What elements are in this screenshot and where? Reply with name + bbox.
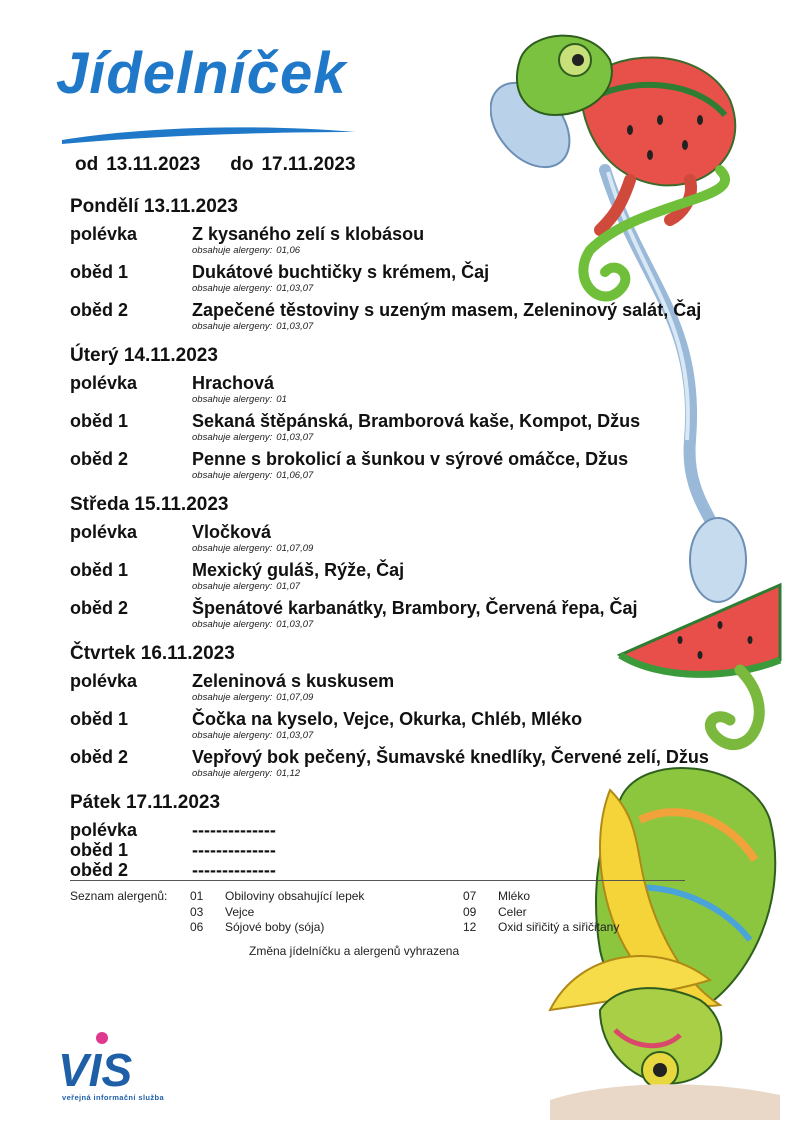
meal-allergens: obsahuje alergeny: 01,06,07 [192, 470, 314, 481]
meal-dish: -------------- [192, 840, 276, 860]
allergen-code: 12 [463, 920, 477, 934]
meal-label: oběd 1 [70, 262, 129, 282]
meal-label: polévka [70, 671, 138, 691]
to-date: 17.11.2023 [261, 154, 356, 175]
chameleon-illustration [490, 20, 790, 1120]
meal-label: oběd 2 [70, 449, 129, 469]
meal-dish: Mexický guláš, Rýže, Čaj [192, 560, 405, 580]
meal-allergens: obsahuje alergeny: 01,07,09 [192, 692, 314, 703]
meal-dish: Hrachová [192, 373, 275, 393]
meal-label: oběd 1 [70, 411, 129, 431]
logo-subtitle: veřejná informační služba [62, 1093, 165, 1102]
allergen-name: Mléko [498, 889, 531, 903]
meal-label: oběd 1 [70, 709, 129, 729]
day-heading-wednesday: Středa 15.11.2023 [70, 494, 229, 515]
allergen-code: 06 [190, 920, 204, 934]
meal-allergens: obsahuje alergeny: 01,07,09 [192, 543, 314, 554]
meal-dish: Vepřový bok pečený, Šumavské knedlíky, Červené zelí, Džus [192, 747, 709, 767]
allergen-name: Sójové boby (sója) [225, 920, 325, 934]
meal-dish: Vločková [192, 522, 272, 542]
allergen-name: Oxid siřičitý a siřičitany [498, 920, 620, 934]
divider [70, 880, 685, 881]
meal-allergens: obsahuje alergeny: 01,12 [192, 768, 301, 779]
meal-label: oběd 2 [70, 860, 129, 880]
meal-label: oběd 2 [70, 747, 129, 767]
from-label: od [75, 154, 99, 175]
allergen-list-title: Seznam alergenů: [70, 889, 168, 903]
allergen-code: 07 [463, 889, 477, 903]
allergen-name: Vejce [225, 905, 255, 919]
meal-label: polévka [70, 522, 138, 542]
menu-title: Jídelníček [56, 41, 347, 106]
meal-allergens: obsahuje alergeny: 01,03,07 [192, 619, 314, 630]
allergen-name: Celer [498, 905, 527, 919]
meal-label: polévka [70, 224, 138, 244]
meal-label: oběd 1 [70, 840, 129, 860]
meal-allergens: obsahuje alergeny: 01,07 [192, 581, 301, 592]
meal-dish: Z kysaného zelí s klobásou [192, 224, 425, 244]
meal-allergens: obsahuje alergeny: 01,06 [192, 245, 301, 256]
allergen-name: Obiloviny obsahující lepek [225, 889, 365, 903]
meal-dish: Penne s brokolicí a šunkou v sýrové omáčce, Džus [192, 449, 629, 469]
meal-dish: Zeleninová s kuskusem [192, 671, 395, 691]
allergen-code: 03 [190, 905, 204, 919]
meal-dish: Čočka na kyselo, Vejce, Okurka, Chléb, Mléko [192, 709, 583, 729]
disclaimer-note: Změna jídelníčku a alergenů vyhrazena [249, 944, 460, 958]
meal-dish: -------------- [192, 860, 276, 880]
day-heading-monday: Pondělí 13.11.2023 [70, 196, 238, 217]
to-label: do [230, 154, 254, 175]
from-date: 13.11.2023 [106, 154, 201, 175]
meal-label: polévka [70, 373, 138, 393]
day-heading-tuesday: Úterý 14.11.2023 [70, 345, 218, 366]
meal-dish: Zapečené těstoviny s uzeným masem, Zeleninový salát, Čaj [192, 300, 702, 320]
meal-dish: Sekaná štěpánská, Bramborová kaše, Kompot, Džus [192, 411, 641, 431]
logo-text: VIS [58, 1044, 133, 1096]
day-heading-friday: Pátek 17.11.2023 [70, 792, 221, 813]
meal-allergens: obsahuje alergeny: 01,03,07 [192, 283, 314, 294]
meal-label: oběd 1 [70, 560, 129, 580]
meal-allergens: obsahuje alergeny: 01,03,07 [192, 321, 314, 332]
meal-dish: Dukátové buchtičky s krémem, Čaj [192, 262, 490, 282]
title-underline-swoosh [60, 118, 360, 148]
meal-label: polévka [70, 820, 138, 840]
meal-allergens: obsahuje alergeny: 01,03,07 [192, 432, 314, 443]
meal-allergens: obsahuje alergeny: 01 [192, 394, 287, 405]
meal-allergens: obsahuje alergeny: 01,03,07 [192, 730, 314, 741]
allergen-code: 09 [463, 905, 477, 919]
allergen-code: 01 [190, 889, 204, 903]
meal-dish: Špenátové karbanátky, Brambory, Červená řepa, Čaj [192, 598, 638, 618]
meal-label: oběd 2 [70, 598, 129, 618]
meal-label: oběd 2 [70, 300, 129, 320]
day-heading-thursday: Čtvrtek 16.11.2023 [70, 643, 235, 664]
date-range [75, 154, 364, 176]
meal-dish: -------------- [192, 820, 276, 840]
